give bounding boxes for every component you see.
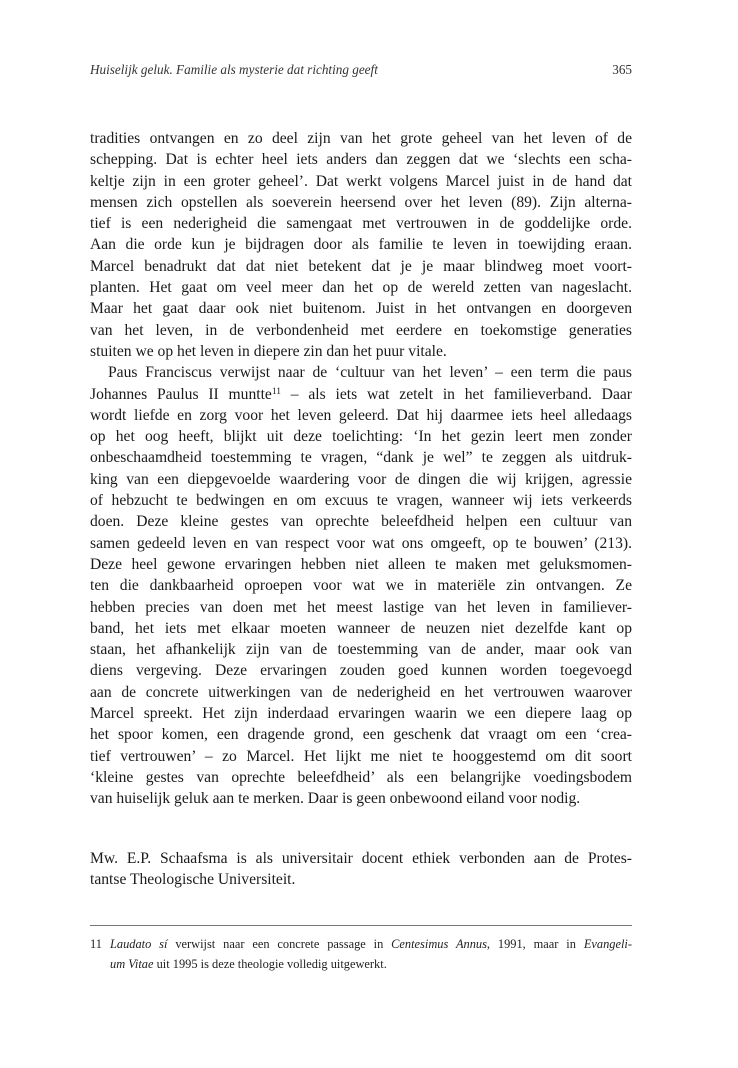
text-segment: uit 1995 is deze theologie volledig uitgewerkt. [153, 957, 387, 971]
text-line: Aan die orde kun je bijdragen door als familie te leven in toewijding eraan. [90, 236, 632, 254]
text-line: king van een diepgevoelde waardering voor de dingen die wij krijgen, agressie [90, 470, 632, 488]
text-line: Marcel benadrukt dat dat niet betekent dat je je maar blindweg moet voort- [90, 257, 632, 275]
text-line: Marcel spreekt. Het zijn inderdaad ervaringen waarin we een diepere laag op [90, 705, 632, 723]
text-line: planten. Het gaat om veel meer dan het op de wereld zetten van nageslacht. [90, 279, 632, 297]
text-line: onbeschaamdheid toestemming te vragen, “dank je wel” te zeggen als uitdruk- [90, 449, 632, 467]
footnote-reference: 11 [271, 386, 281, 397]
text-line: staan, het afhankelijk zijn van de toestemming van de ander, maar ook van [90, 641, 632, 659]
text-segment: Centesimus Annus [391, 937, 487, 951]
text-line: van huiselijk geluk aan te merken. Daar is geen onbewoond eiland voor nodig. [90, 790, 581, 808]
running-header [90, 62, 632, 82]
author-note [90, 848, 632, 891]
text-line: mensen zich opstellen als soeverein heersend over het leven (89). Zijn alterna- [90, 193, 632, 211]
text-segment: , 1991, maar in [486, 937, 584, 951]
author-note-line: Mw. E.P. Schaafsma is als universitair docent ethiek verbonden aan de Protes- [90, 850, 632, 867]
text-line: het spoor komen, een dragende grond, een geschenk dat vraagt om een ‘crea- [90, 726, 632, 744]
text-segment: um Vitae [110, 957, 154, 971]
text-line: op het oog heeft, blijkt uit deze toelichting: ‘In het gezin leert men zonder [90, 428, 632, 446]
text-segment: Laudato sí [110, 937, 168, 951]
text-line: hebben precies van doen met het meest lastige van het leven in familiever- [90, 598, 632, 616]
text-line [90, 384, 632, 405]
text-line: band, het iets met elkaar moeten wanneer de neuzen niet dezelfde kant op [90, 619, 632, 637]
text-line: ten die dankbaarheid oproepen voor wat we in materiële zin ontvangen. Ze [90, 577, 632, 595]
text-segment: Johannes Paulus II muntte [90, 385, 272, 403]
text-line: doen. Deze kleine gestes van oprechte beleefdheid helpen een cultuur van [90, 513, 632, 531]
text-line: wordt liefde en zorg voor het leven geleerd. Dat hij daarmee iets heel alledaags [90, 406, 632, 424]
text-line: ‘kleine gestes van oprechte beleefdheid’ als een belangrijke voedingsbodem [90, 768, 632, 786]
text-line: schepping. Dat is echter heel iets anders dan zeggen dat we ‘slechts een scha- [90, 151, 632, 169]
text-line: diens vergeving. Deze ervaringen zouden goed kunnen worden toegevoegd [90, 662, 632, 680]
footnote-divider [90, 925, 632, 926]
footnote [90, 934, 632, 974]
text-line: stuiten we op het leven in diepere zin dan het puur vitale. [90, 342, 447, 360]
text-segment: – als iets wat zetelt in het familieverband. Daar [281, 385, 632, 403]
text-line: tief is een nederigheid die samengaat met vertrouwen in de goddelijke orde. [90, 215, 632, 233]
footnote-line [110, 934, 632, 954]
text-line: aan de concrete uitwerkingen van de nederigheid en het vertrouwen waarover [90, 683, 632, 701]
text-line: samen gedeeld leven en van respect voor wat ons omgeeft, op te bouwen’ (213). [90, 534, 632, 552]
text-line: Deze heel gewone ervaringen hebben niet alleen te maken met geluksmomen- [90, 555, 632, 573]
text-line: Paus Franciscus verwijst naar de ‘cultuur van het leven’ – een term die paus [108, 364, 632, 382]
text-line: van het leven, in de verbondenheid met eerdere en toekomstige generaties [90, 321, 632, 339]
running-title: Huiselijk geluk. Familie als mysterie dat richting geeft [90, 62, 378, 77]
text-line: tief vertrouwen’ – zo Marcel. Het lijkt me niet te hooggestemd om dit soort [90, 747, 632, 765]
page-number: 365 [612, 62, 632, 77]
footnote-number: 11 [90, 937, 102, 951]
author-note-line: tantse Theologische Universiteit. [90, 871, 296, 889]
footnote-line [110, 954, 632, 974]
text-line: Maar het gaat daar ook niet buitenom. Juist in het ontvangen en doorgeven [90, 300, 632, 318]
text-segment: verwijst naar een concrete passage in [167, 937, 392, 951]
text-line: of hebzucht te bedwingen en om excuus te vragen, wanneer wij iets verkeerds [90, 492, 632, 510]
body-text [90, 128, 632, 810]
text-line: tradities ontvangen en zo deel zijn van het grote geheel van het leven of de [90, 130, 632, 147]
text-segment: Evangeli- [583, 937, 632, 951]
text-line: keltje zijn in een groter geheel’. Dat werkt volgens Marcel juist in de hand dat [90, 172, 632, 190]
